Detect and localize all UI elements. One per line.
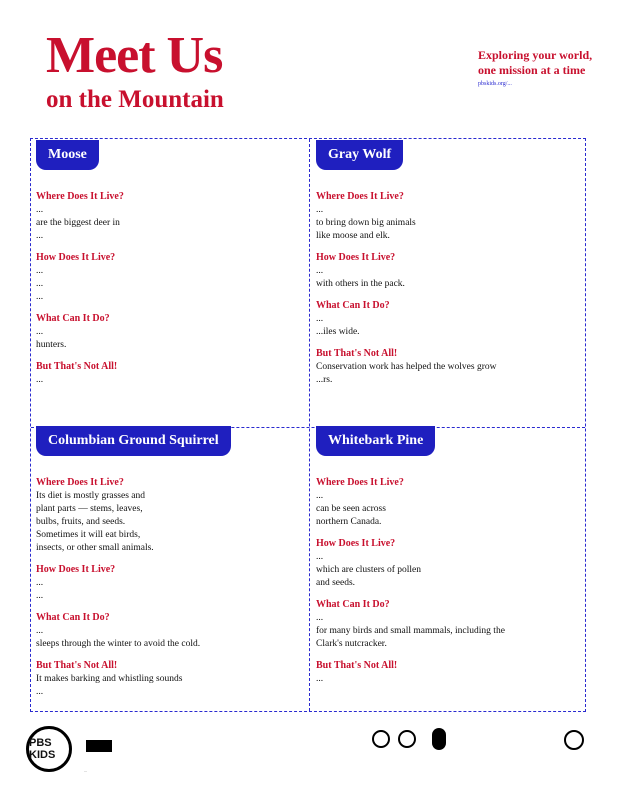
answer-line: which are clusters of pollen: [316, 565, 421, 575]
website-url[interactable]: pbskids.org/...: [478, 81, 512, 87]
answer-line: ...: [36, 626, 44, 636]
answer-line: to bring down big animals: [316, 218, 416, 228]
page-subtitle: on the Mountain: [46, 86, 224, 113]
tagline-line-1: Exploring your world,: [478, 48, 593, 62]
question-heading: But That's Not All!: [36, 361, 118, 372]
answer-line: ...: [316, 674, 324, 684]
page-title: Meet Us: [46, 27, 223, 84]
animal-panel: [316, 140, 586, 387]
animal-name-tab: Gray Wolf: [316, 140, 403, 170]
answer-line: ...: [316, 613, 324, 623]
cpb-logo-icon: [398, 730, 416, 748]
animal-name-tab: Moose: [36, 140, 99, 170]
answer-line: Clark's nutcracker.: [316, 639, 387, 649]
answer-line: ...rs.: [316, 375, 333, 385]
answer-line: ...: [36, 279, 44, 289]
question-heading: What Can It Do?: [36, 313, 110, 324]
answer-line: Conservation work has helped the wolves grow: [316, 362, 497, 372]
answer-line: ...: [316, 205, 324, 215]
question-heading: How Does It Live?: [36, 564, 116, 575]
answer-line: ...: [36, 266, 44, 276]
question-heading: Where Does It Live?: [316, 191, 404, 202]
sponsor-logo-icon: [86, 740, 112, 752]
answer-line: like moose and elk.: [316, 231, 390, 241]
footer-logos: [26, 726, 606, 772]
answer-line: ...: [316, 314, 324, 324]
animal-name-tab: Columbian Ground Squirrel: [36, 426, 231, 456]
answer-line: ...: [316, 552, 324, 562]
animal-panel: [36, 140, 306, 387]
question-heading: But That's Not All!: [316, 348, 398, 359]
answer-line: ...: [36, 327, 44, 337]
tagline: [478, 48, 608, 78]
answer-line: ...: [36, 231, 44, 241]
answer-line: ...: [36, 292, 44, 302]
answer-line: bulbs, fruits, and seeds.: [36, 517, 126, 527]
answer-line: ...: [36, 687, 44, 697]
animal-panel: [316, 426, 586, 686]
answer-line: ...: [36, 205, 44, 215]
answer-line: ...: [36, 591, 44, 601]
sponsor-circle-icon: [372, 730, 390, 748]
answer-line: It makes barking and whistling sounds: [36, 674, 183, 684]
pbs-kids-label: PBS KIDS: [29, 737, 56, 761]
answer-line: plant parts — stems, leaves,: [36, 504, 143, 514]
answer-line: are the biggest deer in: [36, 218, 120, 228]
answer-line: sleeps through the winter to avoid the cold.: [36, 639, 201, 649]
answer-line: insects, or other small animals.: [36, 543, 154, 553]
answer-line: ...: [316, 266, 324, 276]
fine-print: ...: [84, 768, 87, 773]
question-heading: Where Does It Live?: [316, 477, 404, 488]
tagline-line-2: one mission at a time: [478, 63, 586, 77]
question-heading: But That's Not All!: [316, 660, 398, 671]
question-heading: Where Does It Live?: [36, 477, 124, 488]
question-heading: How Does It Live?: [316, 538, 396, 549]
answer-line: ...: [316, 491, 324, 501]
question-heading: What Can It Do?: [316, 599, 390, 610]
answer-line: ...: [36, 375, 44, 385]
animal-panel: [36, 426, 306, 699]
answer-line: ...: [36, 578, 44, 588]
grid-vertical-divider: [309, 139, 310, 711]
answer-line: hunters.: [36, 340, 67, 350]
answer-line: can be seen across: [316, 504, 386, 514]
animal-name-tab: Whitebark Pine: [316, 426, 435, 456]
question-heading: How Does It Live?: [316, 252, 396, 263]
foundation-logo-icon: [432, 728, 446, 750]
answer-line: northern Canada.: [316, 517, 382, 527]
question-heading: But That's Not All!: [36, 660, 118, 671]
answer-line: with others in the pack.: [316, 279, 405, 289]
question-heading: Where Does It Live?: [36, 191, 124, 202]
answer-line: Sometimes it will eat birds,: [36, 530, 141, 540]
question-heading: What Can It Do?: [36, 612, 110, 623]
answer-line: ...iles wide.: [316, 327, 360, 337]
pbs-kids-logo: [26, 726, 72, 772]
answer-line: and seeds.: [316, 578, 356, 588]
question-heading: What Can It Do?: [316, 300, 390, 311]
answer-line: for many birds and small mammals, including the: [316, 626, 505, 636]
station-logo-icon: [564, 730, 584, 750]
answer-line: Its diet is mostly grasses and: [36, 491, 145, 501]
question-heading: How Does It Live?: [36, 252, 116, 263]
